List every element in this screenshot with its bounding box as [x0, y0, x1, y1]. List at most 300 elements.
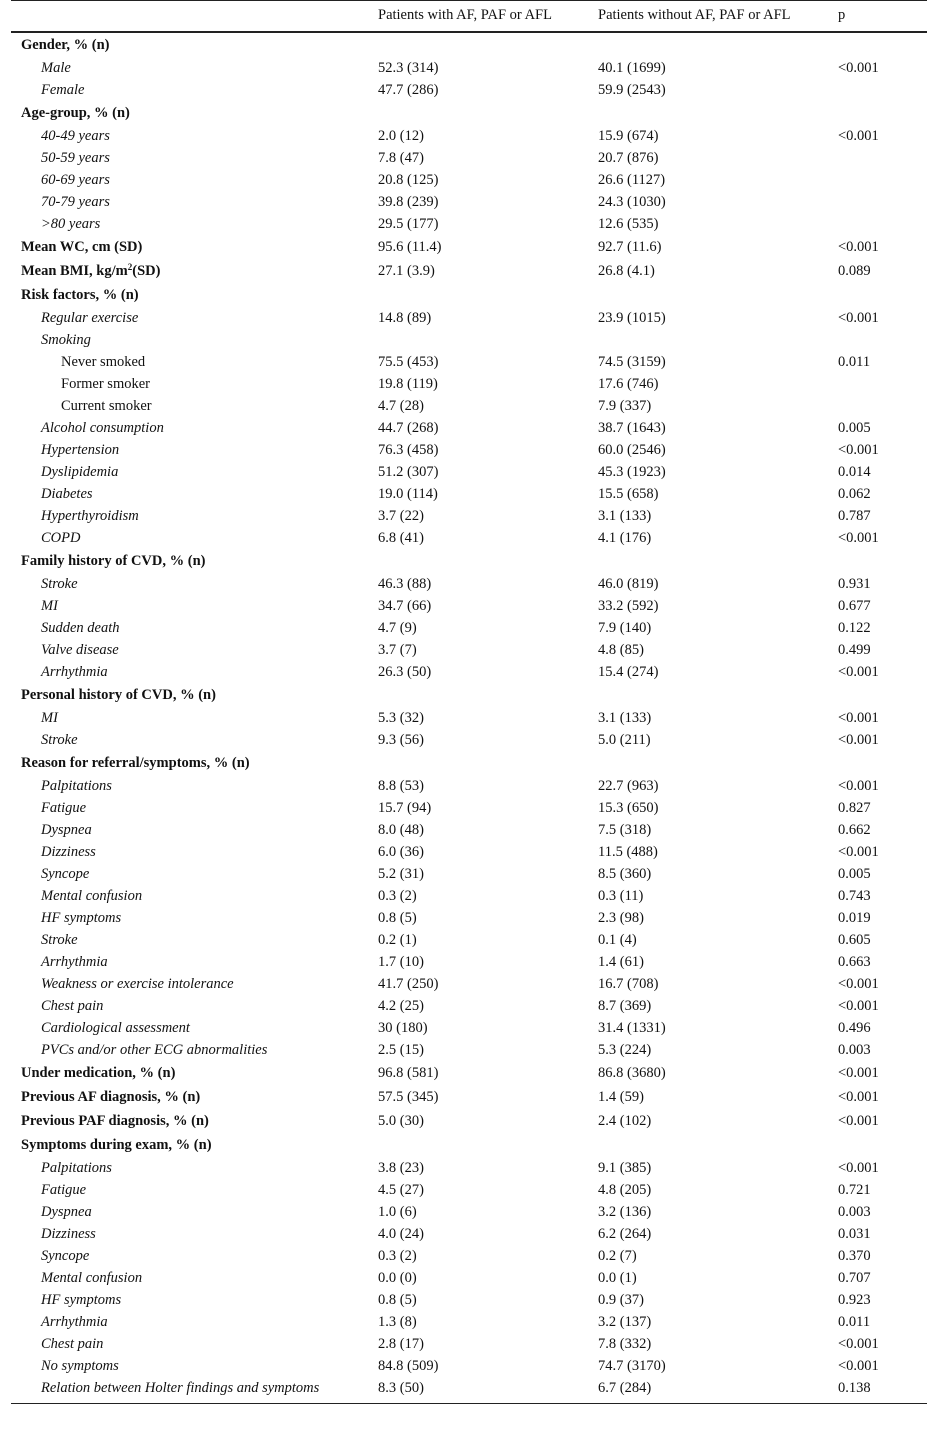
row-label — [11, 1085, 378, 1109]
value-with-af: 3.7 (22) — [378, 507, 424, 524]
value-with-af — [378, 101, 598, 125]
row-label — [11, 235, 378, 259]
row-label — [11, 995, 378, 1017]
p-value — [838, 191, 927, 213]
value-without-af: 7.8 (332) — [598, 1335, 652, 1352]
row-label-text: Stroke — [41, 575, 78, 592]
value-with-af: 9.3 (56) — [378, 731, 424, 748]
p-value: 0.496 — [838, 1019, 871, 1036]
header-with-af: Patients with AF, PAF or AFL — [378, 7, 552, 24]
row-label-text: Regular exercise — [41, 309, 139, 326]
value-with-af — [378, 329, 598, 351]
row-label — [11, 819, 378, 841]
row-label-text: Age-group, % (n) — [21, 104, 130, 121]
header-without-af: Patients without AF, PAF or AFL — [598, 7, 791, 24]
row-label-text: Mental confusion — [41, 1269, 143, 1286]
table-row — [11, 995, 927, 1017]
p-value: <0.001 — [838, 1357, 879, 1374]
row-label — [11, 683, 378, 707]
p-value: <0.001 — [838, 441, 879, 458]
table-row — [11, 439, 927, 461]
row-label-text: Valve disease — [41, 641, 119, 658]
row-label — [11, 395, 378, 417]
row-label — [11, 461, 378, 483]
table-row — [11, 929, 927, 951]
value-without-af: 6.7 (284) — [598, 1379, 652, 1396]
row-label-text: Dyspnea — [41, 821, 92, 838]
row-label-text: Gender, % (n) — [21, 36, 110, 53]
p-value: <0.001 — [838, 1112, 879, 1129]
p-value — [838, 79, 927, 101]
table-row — [11, 169, 927, 191]
value-without-af — [598, 283, 838, 307]
value-with-af: 96.8 (581) — [378, 1064, 439, 1081]
p-value — [838, 373, 927, 395]
p-value: 0.122 — [838, 619, 871, 636]
value-with-af: 2.0 (12) — [378, 127, 424, 144]
table-row — [11, 79, 927, 101]
value-with-af: 4.7 (9) — [378, 619, 417, 636]
table-row — [11, 595, 927, 617]
p-value: 0.005 — [838, 865, 871, 882]
row-label-text: Former smoker — [61, 375, 150, 392]
p-value: 0.370 — [838, 1247, 871, 1264]
value-with-af: 8.3 (50) — [378, 1379, 424, 1396]
p-value: <0.001 — [838, 1064, 879, 1081]
row-label-text: >80 years — [41, 215, 101, 232]
value-without-af: 6.2 (264) — [598, 1225, 652, 1242]
table-row — [11, 1267, 927, 1289]
value-without-af: 0.3 (11) — [598, 887, 644, 904]
row-label — [11, 1333, 378, 1355]
p-value — [838, 1133, 927, 1157]
value-with-af: 95.6 (11.4) — [378, 238, 442, 255]
p-value — [838, 147, 927, 169]
row-label-text: Smoking — [41, 331, 91, 348]
value-without-af: 2.4 (102) — [598, 1112, 652, 1129]
row-label — [11, 617, 378, 639]
value-without-af: 3.2 (137) — [598, 1313, 652, 1330]
row-label-text: Never smoked — [61, 353, 146, 370]
row-label-suffix: (SD) — [132, 262, 161, 279]
value-with-af: 0.2 (1) — [378, 931, 417, 948]
value-with-af: 27.1 (3.9) — [378, 262, 435, 279]
value-without-af: 5.0 (211) — [598, 731, 651, 748]
value-with-af: 1.0 (6) — [378, 1203, 417, 1220]
value-with-af: 0.8 (5) — [378, 909, 417, 926]
value-without-af: 74.5 (3159) — [598, 353, 666, 370]
p-value: <0.001 — [838, 309, 879, 326]
row-label-text: Hyperthyroidism — [41, 507, 139, 524]
p-value: <0.001 — [838, 1335, 879, 1352]
row-label — [11, 505, 378, 527]
row-label-text: Fatigue — [41, 799, 87, 816]
row-label-text: Risk factors, % (n) — [21, 286, 139, 303]
header-row — [11, 1, 927, 32]
row-label-text: 40-49 years — [41, 127, 110, 144]
p-value: <0.001 — [838, 843, 879, 860]
table-row — [11, 505, 927, 527]
row-label — [11, 1179, 378, 1201]
value-with-af: 34.7 (66) — [378, 597, 432, 614]
row-label — [11, 32, 378, 57]
value-with-af: 0.3 (2) — [378, 887, 417, 904]
row-label-text: Weakness or exercise intolerance — [41, 975, 234, 992]
value-with-af: 0.3 (2) — [378, 1247, 417, 1264]
row-label-text: Male — [41, 59, 71, 76]
table-row — [11, 617, 927, 639]
value-with-af: 57.5 (345) — [378, 1088, 439, 1105]
table-row — [11, 307, 927, 329]
value-without-af: 1.4 (61) — [598, 953, 644, 970]
row-label-text: Dyslipidemia — [41, 463, 119, 480]
p-value: 0.827 — [838, 799, 871, 816]
value-without-af — [598, 549, 838, 573]
value-with-af: 20.8 (125) — [378, 171, 439, 188]
value-without-af: 7.5 (318) — [598, 821, 652, 838]
row-label — [11, 1201, 378, 1223]
row-label — [11, 259, 378, 283]
row-label — [11, 885, 378, 907]
p-value: 0.662 — [838, 821, 871, 838]
value-with-af: 52.3 (314) — [378, 59, 439, 76]
table-row — [11, 191, 927, 213]
value-without-af: 22.7 (963) — [598, 777, 659, 794]
p-value: <0.001 — [838, 529, 879, 546]
value-without-af: 38.7 (1643) — [598, 419, 666, 436]
section-row — [11, 751, 927, 775]
row-label — [11, 549, 378, 573]
table-row — [11, 417, 927, 439]
row-label-text: Under medication, % (n) — [21, 1064, 176, 1081]
value-with-af — [378, 683, 598, 707]
row-label — [11, 929, 378, 951]
p-value: 0.663 — [838, 953, 871, 970]
p-value: 0.014 — [838, 463, 871, 480]
table-row — [11, 1245, 927, 1267]
row-label — [11, 213, 378, 235]
row-label-text: Reason for referral/symptoms, % (n) — [21, 754, 250, 771]
table-row — [11, 1355, 927, 1377]
row-label-text: Dizziness — [41, 843, 96, 860]
row-label — [11, 1311, 378, 1333]
row-label-text: Syncope — [41, 1247, 90, 1264]
p-value: 0.707 — [838, 1269, 871, 1286]
row-label-text: Fatigue — [41, 1181, 87, 1198]
section-row — [11, 283, 927, 307]
value-without-af: 12.6 (535) — [598, 215, 659, 232]
p-value: 0.499 — [838, 641, 871, 658]
p-value: <0.001 — [838, 777, 879, 794]
value-with-af: 4.0 (24) — [378, 1225, 424, 1242]
row-label-text: Arrhythmia — [41, 1313, 108, 1330]
row-label-text: 50-59 years — [41, 149, 110, 166]
value-without-af: 7.9 (337) — [598, 397, 652, 414]
value-without-af: 40.1 (1699) — [598, 59, 666, 76]
table-row — [11, 1377, 927, 1404]
row-label-text: Previous AF diagnosis, % (n) — [21, 1088, 201, 1105]
p-value: 0.011 — [838, 1313, 871, 1330]
row-label — [11, 797, 378, 819]
row-label-text: Dyspnea — [41, 1203, 92, 1220]
row-label — [11, 775, 378, 797]
row-label — [11, 1355, 378, 1377]
row-label-text: Arrhythmia — [41, 663, 108, 680]
row-label-text: Arrhythmia — [41, 953, 108, 970]
row-label — [11, 373, 378, 395]
value-without-af — [598, 751, 838, 775]
row-label — [11, 351, 378, 373]
value-without-af: 33.2 (592) — [598, 597, 659, 614]
value-without-af: 17.6 (746) — [598, 375, 659, 392]
row-label — [11, 1157, 378, 1179]
p-value: 0.138 — [838, 1379, 871, 1396]
table-body — [11, 32, 927, 1404]
row-label-text: No symptoms — [41, 1357, 119, 1374]
row-label-text: Dizziness — [41, 1225, 96, 1242]
row-label-text: Palpitations — [41, 777, 112, 794]
value-without-af: 46.0 (819) — [598, 575, 659, 592]
value-without-af: 4.1 (176) — [598, 529, 652, 546]
p-value: <0.001 — [838, 731, 879, 748]
table-row — [11, 639, 927, 661]
value-with-af: 47.7 (286) — [378, 81, 439, 98]
table-row — [11, 775, 927, 797]
table-row — [11, 707, 927, 729]
row-label-text: 60-69 years — [41, 171, 110, 188]
row-label-text: Female — [41, 81, 85, 98]
row-label-text: Previous PAF diagnosis, % (n) — [21, 1112, 209, 1129]
row-label — [11, 1017, 378, 1039]
row-label-text: Cardiological assessment — [41, 1019, 190, 1036]
value-with-af: 75.5 (453) — [378, 353, 439, 370]
row-label-text: Current smoker — [61, 397, 152, 414]
row-label — [11, 573, 378, 595]
value-with-af — [378, 32, 598, 57]
row-label-text: Hypertension — [41, 441, 120, 458]
value-with-af: 51.2 (307) — [378, 463, 439, 480]
row-label-text: HF symptoms — [41, 909, 122, 926]
section-row — [11, 1109, 927, 1133]
row-label-text: Family history of CVD, % (n) — [21, 552, 206, 569]
value-with-af: 7.8 (47) — [378, 149, 424, 166]
p-value: 0.003 — [838, 1041, 871, 1058]
value-without-af: 5.3 (224) — [598, 1041, 652, 1058]
value-without-af: 23.9 (1015) — [598, 309, 666, 326]
p-value: 0.062 — [838, 485, 871, 502]
value-without-af: 4.8 (205) — [598, 1181, 652, 1198]
value-without-af: 7.9 (140) — [598, 619, 652, 636]
section-row — [11, 1085, 927, 1109]
table-row — [11, 729, 927, 751]
value-without-af — [598, 1133, 838, 1157]
value-without-af: 31.4 (1331) — [598, 1019, 666, 1036]
p-value: 0.677 — [838, 597, 871, 614]
value-with-af — [378, 1133, 598, 1157]
table-row — [11, 373, 927, 395]
p-value — [838, 395, 927, 417]
p-value: 0.019 — [838, 909, 871, 926]
row-label — [11, 147, 378, 169]
header-p-value: p — [838, 7, 846, 24]
table-row — [11, 661, 927, 683]
row-label — [11, 951, 378, 973]
p-value — [838, 101, 927, 125]
row-label — [11, 973, 378, 995]
p-value: 0.003 — [838, 1203, 871, 1220]
row-label-text: Syncope — [41, 865, 90, 882]
row-label — [11, 661, 378, 683]
p-value — [838, 169, 927, 191]
p-value — [838, 283, 927, 307]
table-row — [11, 329, 927, 351]
table-row — [11, 797, 927, 819]
value-without-af: 24.3 (1030) — [598, 193, 666, 210]
value-with-af: 5.3 (32) — [378, 709, 424, 726]
value-without-af: 4.8 (85) — [598, 641, 644, 658]
row-label-text: HF symptoms — [41, 1291, 122, 1308]
p-value: <0.001 — [838, 709, 879, 726]
row-label — [11, 751, 378, 775]
value-without-af: 11.5 (488) — [598, 843, 658, 860]
table-row — [11, 1201, 927, 1223]
value-with-af: 4.2 (25) — [378, 997, 424, 1014]
value-without-af: 0.2 (7) — [598, 1247, 637, 1264]
p-value: <0.001 — [838, 997, 879, 1014]
value-without-af: 16.7 (708) — [598, 975, 659, 992]
table-row — [11, 863, 927, 885]
value-without-af: 3.2 (136) — [598, 1203, 652, 1220]
value-without-af — [598, 683, 838, 707]
section-row — [11, 549, 927, 573]
value-with-af: 6.0 (36) — [378, 843, 424, 860]
value-without-af: 60.0 (2546) — [598, 441, 666, 458]
row-label-text: Mean BMI, kg/m — [21, 262, 128, 279]
table-row — [11, 1039, 927, 1061]
p-value — [838, 683, 927, 707]
value-without-af: 74.7 (3170) — [598, 1357, 666, 1374]
table-row — [11, 213, 927, 235]
table-row — [11, 527, 927, 549]
row-label-text: Stroke — [41, 731, 78, 748]
value-with-af: 2.5 (15) — [378, 1041, 424, 1058]
table-row — [11, 57, 927, 79]
table-row — [11, 351, 927, 373]
section-row — [11, 1061, 927, 1085]
p-value: <0.001 — [838, 238, 879, 255]
row-label — [11, 125, 378, 147]
value-with-af: 46.3 (88) — [378, 575, 432, 592]
data-table — [11, 0, 927, 1404]
value-without-af: 15.3 (650) — [598, 799, 659, 816]
value-with-af — [378, 283, 598, 307]
row-label — [11, 417, 378, 439]
p-value: 0.031 — [838, 1225, 871, 1242]
row-label — [11, 863, 378, 885]
row-label — [11, 1039, 378, 1061]
table-row — [11, 973, 927, 995]
section-row — [11, 32, 927, 57]
row-label-text: Relation between Holter findings and symptoms — [41, 1379, 320, 1396]
table-row — [11, 1333, 927, 1355]
value-with-af: 1.3 (8) — [378, 1313, 417, 1330]
value-with-af: 39.8 (239) — [378, 193, 439, 210]
row-label — [11, 1061, 378, 1085]
p-value: 0.743 — [838, 887, 871, 904]
table-row — [11, 461, 927, 483]
table-row — [11, 841, 927, 863]
row-label — [11, 1223, 378, 1245]
row-label — [11, 639, 378, 661]
value-with-af: 6.8 (41) — [378, 529, 424, 546]
value-without-af: 26.6 (1127) — [598, 171, 666, 188]
section-row — [11, 683, 927, 707]
value-without-af: 8.7 (369) — [598, 997, 652, 1014]
value-without-af: 0.1 (4) — [598, 931, 637, 948]
row-label — [11, 595, 378, 617]
table-row — [11, 1223, 927, 1245]
value-with-af: 29.5 (177) — [378, 215, 439, 232]
value-without-af: 1.4 (59) — [598, 1088, 644, 1105]
row-label-text: Stroke — [41, 931, 78, 948]
row-label-text: COPD — [41, 529, 81, 546]
value-with-af — [378, 549, 598, 573]
p-value: 0.931 — [838, 575, 871, 592]
p-value — [838, 32, 927, 57]
p-value: <0.001 — [838, 663, 879, 680]
p-value: 0.005 — [838, 419, 871, 436]
row-label-text: Alcohol consumption — [41, 419, 164, 436]
row-label — [11, 1289, 378, 1311]
value-with-af: 0.0 (0) — [378, 1269, 417, 1286]
row-label-text: Mean WC, cm (SD) — [21, 238, 143, 255]
row-label — [11, 169, 378, 191]
row-label — [11, 329, 378, 351]
value-without-af — [598, 101, 838, 125]
value-without-af: 92.7 (11.6) — [598, 238, 662, 255]
value-with-af: 41.7 (250) — [378, 975, 439, 992]
section-row — [11, 1133, 927, 1157]
row-label — [11, 527, 378, 549]
value-with-af: 30 (180) — [378, 1019, 428, 1036]
section-row — [11, 101, 927, 125]
row-label-text: PVCs and/or other ECG abnormalities — [41, 1041, 268, 1058]
row-label — [11, 57, 378, 79]
table-row — [11, 951, 927, 973]
p-value: <0.001 — [838, 127, 879, 144]
row-label — [11, 707, 378, 729]
p-value: <0.001 — [838, 1159, 879, 1176]
row-label — [11, 1377, 378, 1404]
row-label-text: MI — [41, 709, 58, 726]
table-container — [11, 0, 927, 1404]
p-value: 0.605 — [838, 931, 871, 948]
table-row — [11, 885, 927, 907]
row-label-superscript: 2 — [127, 261, 133, 272]
value-with-af: 0.8 (5) — [378, 1291, 417, 1308]
row-label-text: Chest pain — [41, 997, 104, 1014]
p-value — [838, 549, 927, 573]
row-label — [11, 1267, 378, 1289]
row-label — [11, 79, 378, 101]
value-with-af: 4.7 (28) — [378, 397, 424, 414]
row-label-text: Diabetes — [41, 485, 93, 502]
p-value — [838, 213, 927, 235]
value-without-af: 45.3 (1923) — [598, 463, 666, 480]
row-label — [11, 1109, 378, 1133]
row-label — [11, 841, 378, 863]
table-row — [11, 125, 927, 147]
